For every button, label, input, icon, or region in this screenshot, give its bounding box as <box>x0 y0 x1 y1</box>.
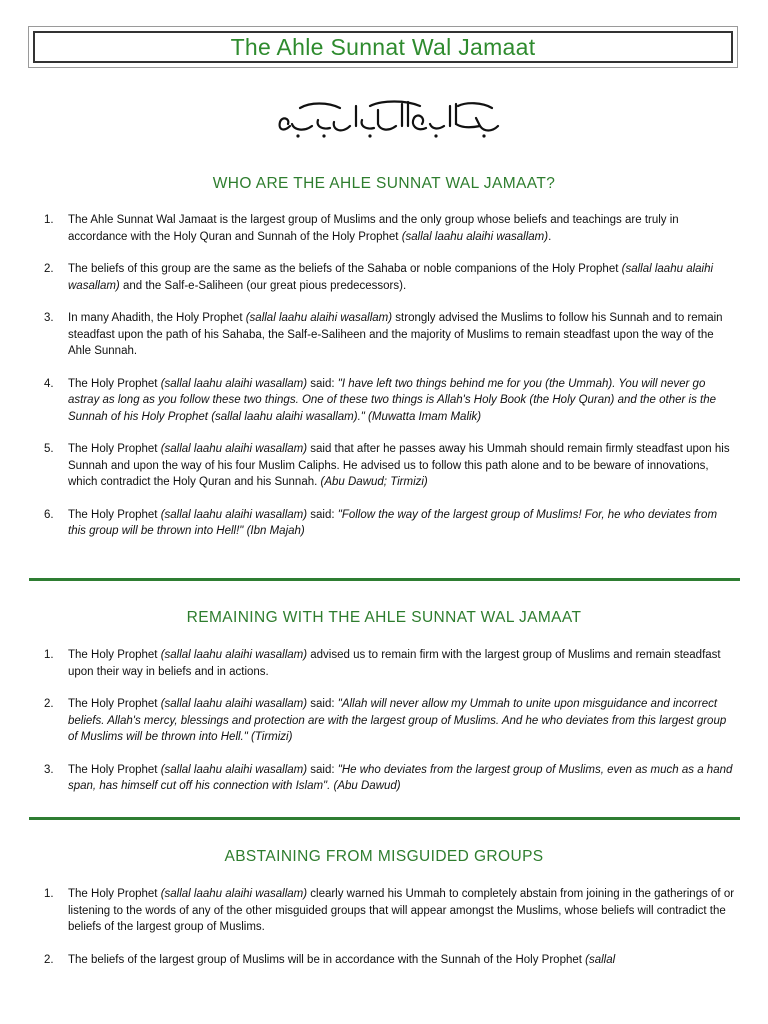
list-item <box>0 886 735 936</box>
body-text: The Holy Prophet <box>68 508 161 521</box>
italic-text: (sallal laahu alaihi wasallam) <box>160 698 308 710</box>
list-item-number: 3. <box>44 312 54 324</box>
list-item-number: 1. <box>44 888 54 900</box>
body-text: The beliefs of this group are the same as the beliefs of the Sahaba or noble companions of the Holy Prophet <box>68 263 622 275</box>
list-item <box>0 696 735 746</box>
italic-text: (sallal laahu alaihi wasallam) <box>68 263 714 292</box>
body-text: The Holy Prophet <box>68 698 161 710</box>
list-remaining <box>0 647 768 811</box>
list-item <box>0 647 735 680</box>
list-item-number: 2. <box>44 263 54 275</box>
section-heading-who-are: WHO ARE THE AHLE SUNNAT WAL JAMAAT? <box>212 175 556 192</box>
body-text: The Holy Prophet <box>68 377 161 390</box>
list-abstaining <box>0 886 768 984</box>
italic-text: "I have left two things behind me for you (the Ummah). You will never go astray as long as you follow these two things. One of these two things is Allah's Holy Book (the Holy Quran) and the other is the Sunnah of his Holy Prophet (sallal laahu alaihi wasallam)." (Muwatta Imam Malik) <box>68 377 717 423</box>
section-heading-abstaining: ABSTAINING FROM MISGUIDED GROUPS <box>224 848 544 865</box>
body-text: clearly warned his Ummah to completely abstain from joining in the gatherings of or listening to the words of any of the other misguided groups that will appear amongst the Muslims, whose beliefs will contradict the beliefs of the largest group of Muslims. <box>68 888 735 933</box>
italic-text: (sallal laahu alaihi wasallam) <box>160 443 308 455</box>
body-text: said: <box>307 377 338 390</box>
italic-text: (sallal laahu alaihi wasallam) <box>160 888 308 900</box>
body-text: and the Salf-e-Saliheen (our great pious predecessors). <box>119 279 407 292</box>
italic-text: "Allah will never allow my Ummah to unite upon misguidance and incorrect beliefs. Allah's mercy, blessings and protection are with the largest group of Muslims. And he who deviates from this largest group of Muslims will be thrown into Hell." (Tirmizi) <box>68 698 727 743</box>
list-item-number: 2. <box>44 953 54 966</box>
italic-text: (Abu Dawud; Tirmizi) <box>320 476 428 488</box>
section-heading-remaining: REMAINING WITH THE AHLE SUNNAT WAL JAMAAT <box>186 609 582 626</box>
bismillah-text: بسم الله الرحمن الرحيم <box>390 143 410 145</box>
italic-text: (sallal laahu alaihi wasallam) <box>160 763 308 776</box>
body-text: The Ahle Sunnat Wal Jamaat is the largest group of Muslims and the only group whose beliefs and teachings are truly in accordance with the Holy Quran and Sunnah of the Holy Prophet <box>68 214 679 243</box>
list-item <box>0 441 735 491</box>
list-who-are <box>0 212 768 556</box>
body-text: said: <box>307 698 338 710</box>
italic-text: (sallal <box>585 953 616 966</box>
list-item-number: 6. <box>44 508 54 521</box>
italic-text: (sallal laahu alaihi wasallam) <box>160 649 308 661</box>
list-item-number: 2. <box>44 698 54 710</box>
list-item-number: 5. <box>44 443 54 455</box>
italic-text: "He who deviates from the largest group of Muslims, even as much as a hand span, has himself cut off his connection with Islam". (Abu Dawud) <box>68 763 733 792</box>
title-frame <box>28 26 738 68</box>
section-divider <box>29 817 740 820</box>
body-text: The Holy Prophet <box>68 763 161 776</box>
body-text: said: <box>307 763 338 776</box>
bismillah-calligraphy <box>270 96 510 146</box>
list-item <box>0 952 735 969</box>
italic-text: "Follow the way of the largest group of Muslims! For, he who deviates from this group will be thrown into Hell!" (Ibn Majah) <box>68 508 718 537</box>
list-item <box>0 762 735 795</box>
list-item <box>0 261 735 294</box>
italic-text: (sallal laahu alaihi wasallam) <box>160 377 308 390</box>
body-text: . <box>548 230 552 243</box>
list-item <box>0 376 735 426</box>
body-text: strongly advised the Muslims to follow his Sunnah and to remain steadfast upon the path of his Sahaba, the Salf-e-Saliheen and the majority of Muslims to remain steadfast upon the way of the Ahle Sunnah. <box>68 312 723 357</box>
body-text: The Holy Prophet <box>68 443 161 455</box>
list-item <box>0 310 735 360</box>
italic-text: (sallal laahu alaihi wasallam) <box>401 230 549 243</box>
list-item-number: 1. <box>44 649 54 661</box>
title-box <box>33 31 733 63</box>
body-text: said that after he passes away his Ummah should remain firmly steadfast upon his Sunnah and upon the way of his four Muslim Caliphs. He advised us to follow this path alone and to be beware of innovations, which contradict the Holy Quran and his Sunnah. <box>68 443 730 488</box>
list-item-number: 1. <box>44 214 54 226</box>
body-text: The Holy Prophet <box>68 888 161 900</box>
body-text: The Holy Prophet <box>68 649 161 661</box>
list-item-number: 3. <box>44 763 54 776</box>
body-text: advised us to remain firm with the largest group of Muslims and remain steadfast upon their way in beliefs and in actions. <box>68 649 721 678</box>
italic-text: (sallal laahu alaihi wasallam) <box>160 508 308 521</box>
section-divider <box>29 578 740 581</box>
list-item <box>0 507 735 540</box>
page-title: The Ahle Sunnat Wal Jamaat <box>230 33 536 60</box>
body-text: In many Ahadith, the Holy Prophet <box>68 312 246 324</box>
italic-text: (sallal laahu alaihi wasallam) <box>245 312 393 324</box>
list-item <box>0 212 735 245</box>
list-item-number: 4. <box>44 377 54 390</box>
body-text: The beliefs of the largest group of Muslims will be in accordance with the Sunnah of the Holy Prophet <box>68 953 586 966</box>
body-text: said: <box>307 508 338 521</box>
